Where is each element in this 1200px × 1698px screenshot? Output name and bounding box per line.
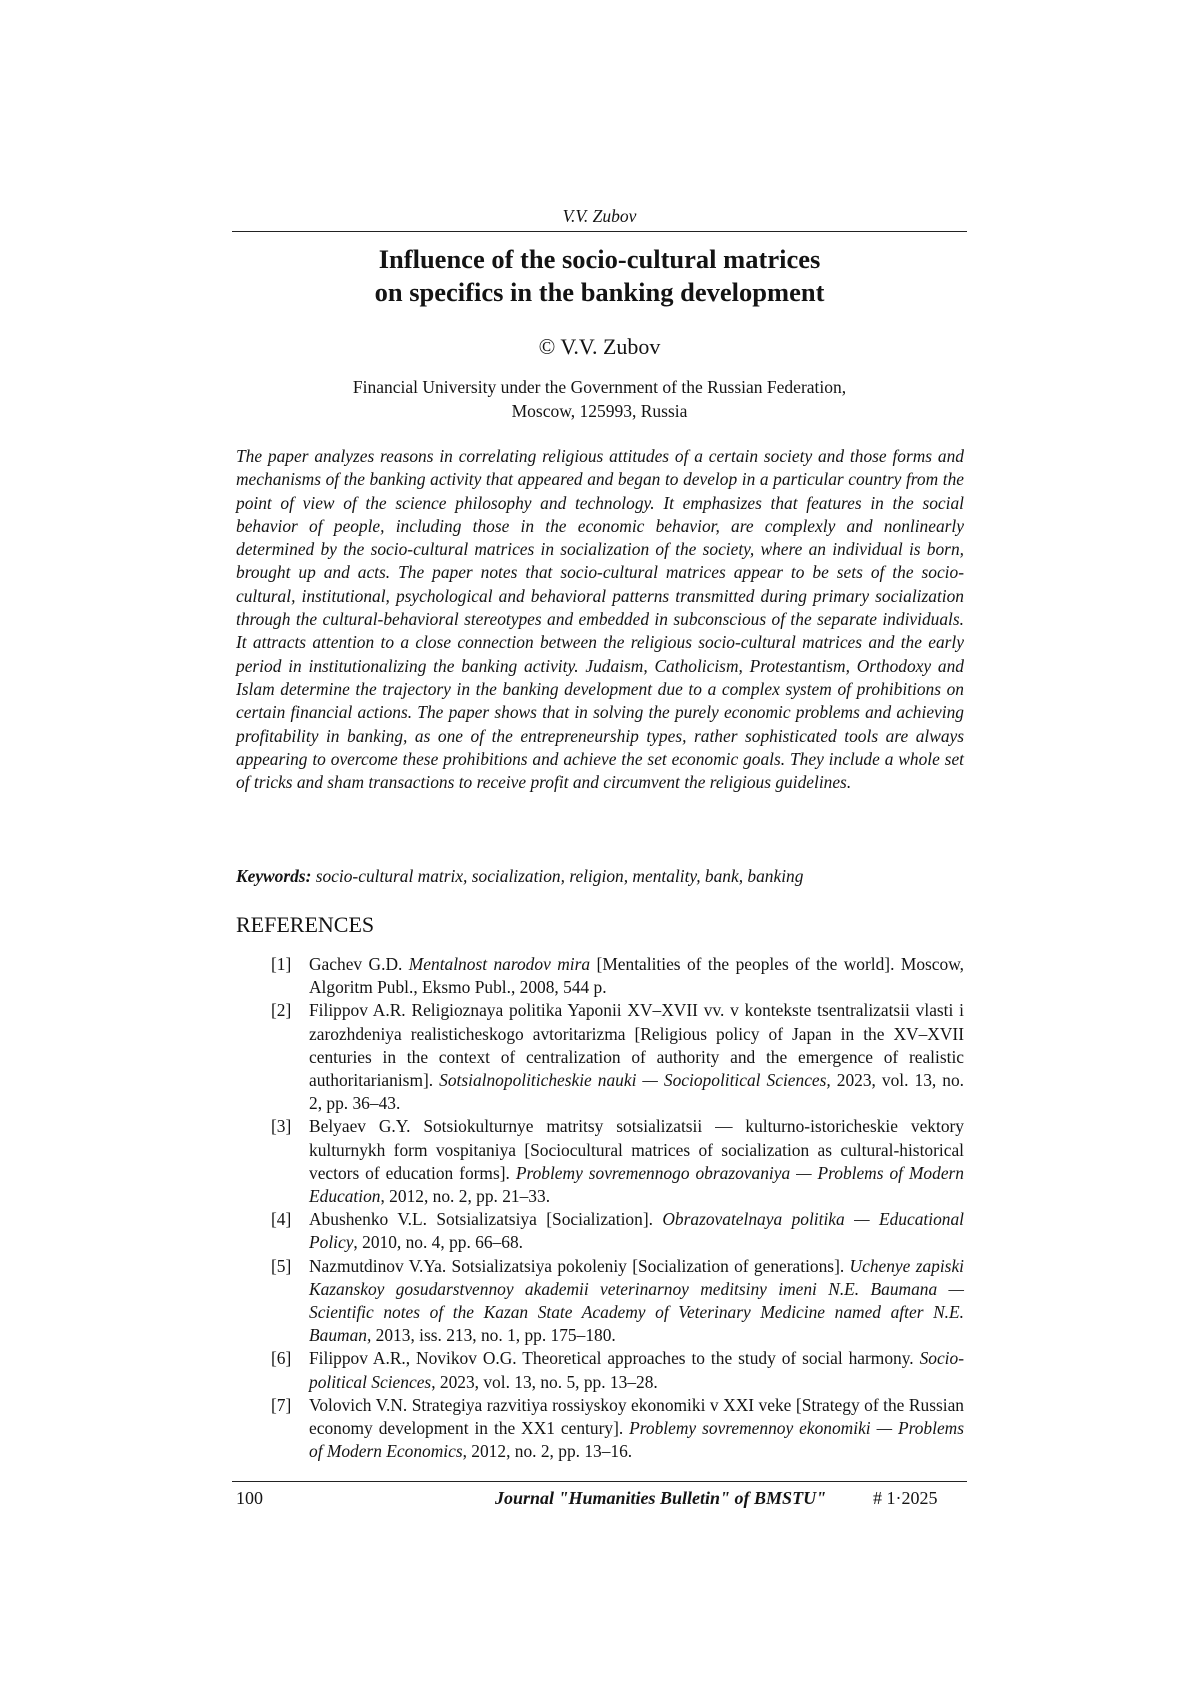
reference-item [236, 1347, 964, 1393]
affiliation-line-1: Financial University under the Government of the Russian Federation, [352, 377, 847, 397]
reference-number: [1] [271, 954, 292, 974]
reference-item [236, 1208, 964, 1254]
reference-text: [Mentalities of the peoples of the world]. Moscow, Algoritm Publ., Eksmo Publ., 2008, 544 p. [309, 954, 965, 998]
reference-text: Nazmutdinov V.Ya. Sotsializatsiya pokoleniy [Socialization of generations]. [309, 1255, 850, 1276]
reference-text: , 2010, no. 4, pp. 66–68. [353, 1232, 523, 1253]
reference-italic: Obrazovatelnaya politika — Educational Policy [309, 1209, 964, 1253]
reference-number: [6] [271, 1348, 292, 1369]
reference-italic: Problemy sovremennogo obrazovaniya — Problems of Modern Education [309, 1162, 964, 1207]
reference-text: Volovich V.N. Strategiya razvitiya rossiyskoy ekonomiki v XXI veke [Strategy of the Russian economy development in the XX1 century]. [309, 1394, 964, 1439]
reference-number: [4] [271, 1209, 292, 1230]
reference-item [236, 1394, 964, 1464]
abstract: The paper analyzes reasons in correlating religious attitudes of a certain society and those forms and mechanisms of the banking activity that appeared and began to develop in a particular country from the point of view of the science philosophy and technology. It emphasizes that features in the social behavior of people, including those in the economic behavior, are complexly and nonlinearly determined by the socio-cultural matrices in socialization of the society, where an individual is born, brought up and acts. The paper notes that socio-cultural matrices appear to be sets of the socio-cultural, institutional, psychological and behavioral patterns transmitted during primary socialization through the cultural-behavioral stereotypes and embedded in subconscious of the separate individuals. It attracts attention to a close connection between the religious socio-cultural matrices and the early period in institutionalizing the banking activity. Judaism, Catholicism, Protestantism, Orthodoxy and Islam determine the trajectory in the banking development due to a complex system of prohibitions on certain financial actions. The paper shows that in solving the purely economic problems and achieving profitability in banking, as one of the entrepreneurship types, rather sophisticated tools are always appearing to overcome these prohibitions and achieve the set economic goals. They include a whole set of tricks and sham transactions to receive profit and circumvent the religious guidelines. [236, 446, 964, 793]
reference-italic: Mentalnost narodov mira [408, 954, 591, 974]
reference-italic: Problemy sovremennoy ekonomiki — Problems of Modern Economics [309, 1418, 964, 1462]
keywords [236, 865, 964, 888]
issue-number: # 1·2025 [873, 1488, 938, 1508]
reference-item [236, 1115, 964, 1208]
journal-name: Journal "Humanities Bulletin" of BMSTU" [495, 1488, 827, 1508]
reference-number: [3] [271, 1116, 292, 1137]
keywords-text: socio-cultural matrix, socialization, religion, mentality, bank, banking [315, 866, 804, 886]
title-line-1: Influence of the socio-cultural matrices [378, 244, 821, 274]
reference-italic: Socio-political Sciences [309, 1348, 964, 1392]
reference-text: Filippov A.R. Religioznaya politika Yaponii XV–XVII vv. v kontekste tsentralizatsii vlasti i zarozhdeniya realisticheskogo avtoritarizma [Religious policy of Japan in the XV–XVII centuries in the context of centralization of authority and the emergence of realistic authoritarianism]. [309, 1000, 964, 1091]
reference-text: Belyaev G.Y. Sotsiokulturnye matritsy sotsializatsii — kulturno-istoricheskie vektory kulturnykh form vospitaniya [Sociocultural matrices of socialization as cultural-historical vectors of education forms]. [309, 1116, 964, 1183]
reference-text: , 2023, vol. 13, no. 5, pp. 13–28. [431, 1371, 658, 1392]
reference-text: , 2012, no. 2, pp. 21–33. [380, 1186, 551, 1207]
reference-number: [5] [271, 1255, 292, 1276]
reference-item [236, 953, 964, 999]
article-title [232, 243, 967, 309]
keywords-label: Keywords: [236, 866, 312, 886]
reference-text: Filippov A.R., Novikov O.G. Theoretical approaches to the study of social harmony. [309, 1348, 920, 1369]
running-head: V.V. Zubov [562, 206, 637, 226]
title-line-2: on specifics in the banking development [374, 277, 825, 307]
reference-text: 2023, vol. 13, no. 2, pp. 36–43. [309, 1070, 964, 1114]
reference-text: Abushenko V.L. Sotsializatsiya [Socialization]. [309, 1209, 663, 1230]
reference-italic: Sotsialnopoliticheskie nauki — Sociopolitical Sciences, [439, 1070, 831, 1091]
reference-text: 2013, iss. 213, no. 1, pp. 175–180. [371, 1325, 616, 1346]
reference-italic: Uchenye zapiski Kazanskoy gosudarstvennoy akademii veterinarnoy meditsiny imeni N.E. Baumana — Scientific notes of the Kazan State Academy of Veterinary Medicine named after N.E. Bauman, [309, 1255, 965, 1346]
reference-text: , 2012, no. 2, pp. 13–16. [462, 1441, 633, 1462]
reference-number: [2] [271, 1000, 292, 1021]
author-affiliation [232, 375, 967, 423]
references-heading: REFERENCES [236, 912, 375, 937]
page-number: 100 [236, 1488, 263, 1508]
reference-item [236, 1255, 964, 1348]
reference-text: Gachev G.D. [309, 954, 409, 974]
affiliation-line-2: Moscow, 125993, Russia [511, 401, 688, 421]
author-byline: © V.V. Zubov [538, 334, 661, 359]
header-rule [232, 231, 967, 232]
footer-rule [232, 1481, 967, 1482]
reference-number: [7] [271, 1394, 292, 1415]
reference-item [236, 999, 964, 1115]
references-list [236, 953, 964, 1463]
